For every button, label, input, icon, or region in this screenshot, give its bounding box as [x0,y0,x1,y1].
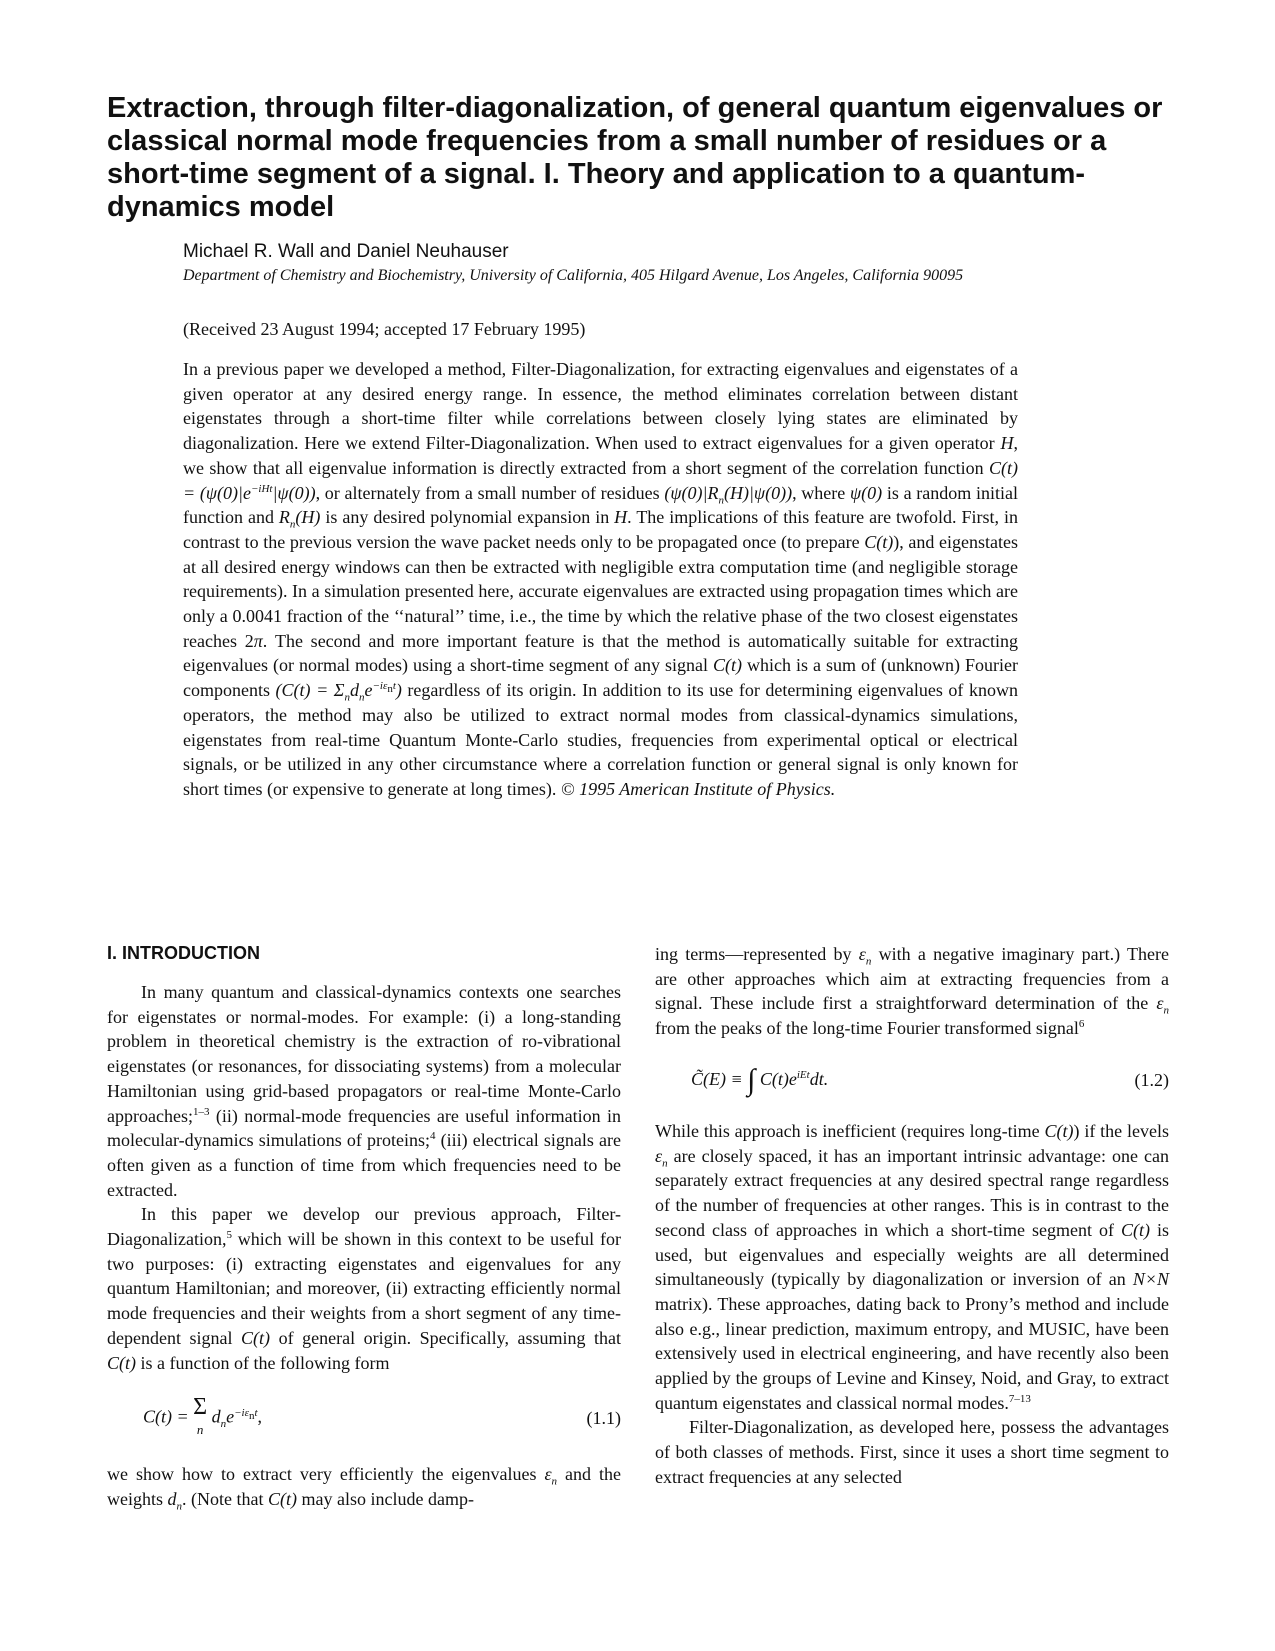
right-paragraph-2: While this approach is inefficient (requires long-time C(t)) if the levels $\varepsilon_n$ are closely spaced, it has an important intrinsic advantage: one can separately extract frequencies at any desired spectral range regardless of the number of frequencies at other ranges. This is in contrast to the second class of approaches in which a short-time segment of C(t) is used, but eigenvalues and especially weights are all determined simultaneously (typically by diagonalization or inversion of an N×N matrix). These approaches, dating back to Prony’s method and include also e.g., linear prediction, maximum entropy, and MUSIC, have been extensively used in electrical engineering, and have recently also been applied by the groups of Levine and Kinsey, Noid, and Gray, to extract quantum eigenstates and classical normal modes.$^{7-13}$ [655,1121,1169,1413]
authors: Michael R. Wall and Daniel Neuhauser [183,241,509,262]
intro-paragraph-3: we show how to extract very efficiently the eigenvalues $\varepsilon_n$ and the weights $d_n$. (Note that C(t) may also include damp- [107,1464,622,1513]
copyright: © 1995 American Institute of Physics. [560,778,836,799]
paper-title: Extraction, through filter-diagonalization, of general quantum eigenvalues or classical normal mode frequencies from a small number of residues or a short-time segment of a signal. I. Theory and application to a quantum-dynamics model [107,92,1163,223]
affiliation: Department of Chemistry and Biochemistry, University of California, 405 Hilgard Avenue, Los Angeles, California 90095 [183,267,964,284]
abstract: In a previous paper we developed a method, Filter-Diagonalization, for extracting eigenvalues and eigenstates of a given operator at any desired energy range. In essence, the method eliminates correlation between distant eigenstates through a short-time filter while correlations between closely lying states are eliminated by diagonalization. Here we extend Filter-Diagonalization. When used to extract eigenvalues for a given operator H, we show that all eigenvalue information is directly extracted from a short segment of the correlation function $C(t) = (\psi(0)|e^{-iHt}|\psi(0))$, or alternately from a small number of residues $(\psi(0)|R_n(H)|\psi(0))$, where ψ(0) is a random initial function and $R_n(H)$ is any desired polynomial expansion in H. The implications of this feature are twofold. First, in contrast to the previous version the wave packet needs only to be propagated once (to prepare C(t)), and eigenstates at all desired energy windows can then be extracted with negligible extra computation time (and negligible storage requirements). In a simulation presented here, accurate eigenvalues are extracted using propagation times which are only a 0.0041 fraction of the ‘‘natural’’ time, i.e., the time by which the relative phase of the two closest eigenstates reaches 2π. The second and more important feature is that the method is automatically suitable for extracting eigenvalues (or normal modes) using a short-time segment of any signal C(t) which is a sum of (unknown) Fourier components $(C(t) = \Sigma_nd_ne^{-i\varepsilon_nt})$ regardless of its origin. In addition to its use for determining eigenvalues of known operators, the method may also be utilized to extract normal modes from classical-dynamics simulations, eigenstates from real-time Quantum Monte-Carlo studies, frequencies from experimental optical or electrical signals, or be utilized in any other circumstance where a correlation function or general signal is only known for short times (or expensive to generate at long times). © 1995 American Institute of Physics. [183,359,1018,799]
intro-paragraph-2: In this paper we develop our previous approach, Filter-Diagonalization,$^5$ which will be shown in this context to be useful for two purposes: (i) extracting eigenstates and eigenvalues for any quantum Hamiltonian; and moreover, (ii) extracting efficiently normal mode frequencies and their weights from a short segment of any time-dependent signal C(t) of general origin. Specifically, assuming that C(t) is a function of the following form [107,1204,621,1373]
equation-1-1: C(t) = Σ n $d_ne^{-i\varepsilon_nt}$, (1.1) [143,1394,621,1438]
right-paragraph-1: ing terms—represented by $\varepsilon_n$ with a negative imaginary part.) There are other approaches which aim at extracting frequencies from a signal. These include first a straightforward determination of the $\varepsilon_n$ from the peaks of the long-time Fourier transformed signal$^6$ [655,944,1169,1039]
left-column [107,942,621,1512]
received-date: (Received 23 August 1994; accepted 17 February 1995) [183,319,586,339]
right-paragraph-3: Filter-Diagonalization, as developed here, possess the advantages of both classes of methods. First, since it uses a short time segment to extract frequencies at any selected [655,1417,1169,1487]
equation-number: (1.2) [1134,1069,1169,1090]
intro-paragraph-1: In many quantum and classical-dynamics contexts one searches for eigenstates or normal-modes. For example: (i) a long-standing problem in theoretical chemistry is the extraction of ro-vibrational eigenstates (or resonances, for dissociating systems) from a molecular Hamiltonian using grid-based propagators or real-time Monte-Carlo approaches;$^{1-3}$ (ii) normal-mode frequencies are useful information in molecular-dynamics simulations of proteins;$^4$ (iii) electrical signals are often given as a function of time from which frequencies need to be extracted. [107,982,621,1200]
equation-1-2: C̃(E) ≡ ∫ $C(t)e^{iEt}dt$. (1.2) [691,1063,1169,1097]
equation-number: (1.1) [586,1408,621,1429]
section-heading: I. INTRODUCTION [107,943,260,963]
right-column [655,942,1169,1490]
